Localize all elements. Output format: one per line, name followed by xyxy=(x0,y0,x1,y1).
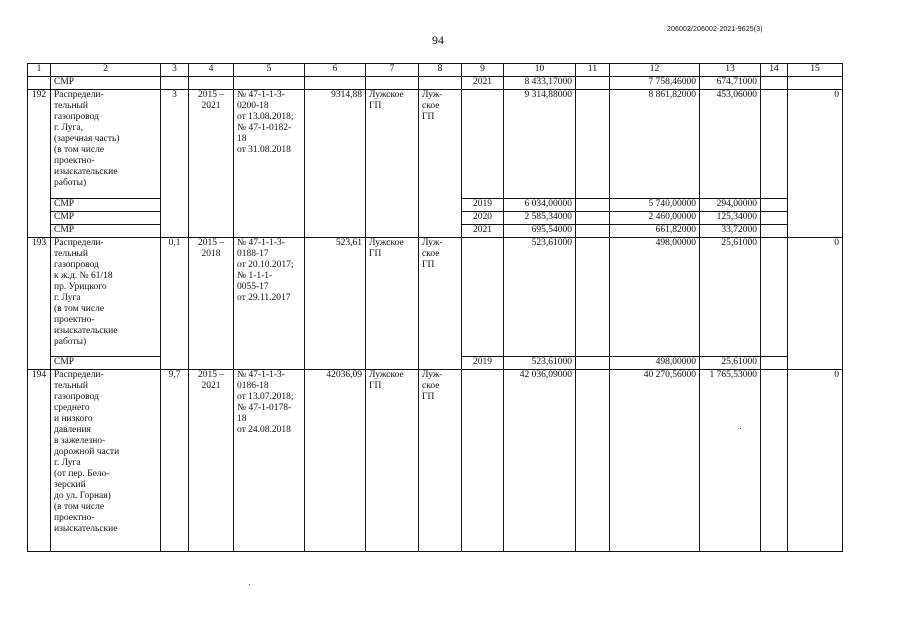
row-name: СМР xyxy=(51,77,161,90)
district-cell: Луж- ское ГП xyxy=(419,90,462,238)
cost-cell: 523,61 xyxy=(305,238,366,370)
period-cell: 2015 – 2021 xyxy=(189,90,234,238)
year-cell: 2019 xyxy=(462,357,504,370)
value-cell: 2 585,34000 xyxy=(504,212,576,225)
value-cell: 674,71000 xyxy=(700,77,761,90)
value-cell: 42 036,09000 xyxy=(504,370,576,552)
table-row xyxy=(28,77,843,90)
col-header: 4 xyxy=(189,64,234,77)
row-name: СМР xyxy=(51,225,161,238)
value-cell: 33,72000 xyxy=(700,225,761,238)
col-header: 3 xyxy=(161,64,189,77)
col-header: 15 xyxy=(788,64,843,77)
value-cell: 25,61000 xyxy=(700,238,761,357)
owner-cell: Лужское ГП xyxy=(366,370,419,552)
scan-speck xyxy=(740,428,741,429)
row-name: СМР xyxy=(51,199,161,212)
cost-cell: 42036,09 xyxy=(305,370,366,552)
value-cell: 2 460,00000 xyxy=(610,212,700,225)
investment-table xyxy=(27,63,843,552)
value-cell: 25,61000 xyxy=(700,357,761,370)
value-cell: 7 758,46000 xyxy=(610,77,700,90)
row-number: 193 xyxy=(28,238,51,370)
owner-cell: Лужское ГП xyxy=(366,90,419,238)
value-cell: 523,61000 xyxy=(504,357,576,370)
value-cell: 125,34000 xyxy=(700,212,761,225)
value-cell: 498,00000 xyxy=(610,238,700,357)
col-header: 10 xyxy=(504,64,576,77)
document-code: 206002/206002-2021-9625(3) xyxy=(667,26,763,33)
scan-speck xyxy=(249,584,250,585)
value-cell: 695,54000 xyxy=(504,225,576,238)
col-header: 11 xyxy=(576,64,610,77)
period-cell: 2015 – 2018 xyxy=(189,238,234,370)
value-cell: 661,82000 xyxy=(610,225,700,238)
period-cell: 2015 – 2021 xyxy=(189,370,234,552)
col-header: 2 xyxy=(51,64,161,77)
length-cell: 0,1 xyxy=(161,238,189,370)
permits-cell: № 47-1-1-3- 0186-18 от 13.07.2018; № 47-1-0178- 18 от 24.08.2018 xyxy=(234,370,305,552)
col-header: 7 xyxy=(366,64,419,77)
year-cell: 2021 xyxy=(462,77,504,90)
value-cell: 5 740,00000 xyxy=(610,199,700,212)
district-cell: Луж- ское ГП xyxy=(419,238,462,370)
value-cell: 8 433,17000 xyxy=(504,77,576,90)
col-header: 14 xyxy=(761,64,788,77)
value-cell: 0 xyxy=(788,370,843,552)
value-cell: 6 034,00000 xyxy=(504,199,576,212)
col-header: 9 xyxy=(462,64,504,77)
value-cell: 294,00000 xyxy=(700,199,761,212)
col-header: 6 xyxy=(305,64,366,77)
row-name: СМР xyxy=(51,357,161,370)
header-row xyxy=(28,64,843,77)
row-number: 194 xyxy=(28,370,51,552)
year-cell: 2021 xyxy=(462,225,504,238)
value-cell: 8 861,82000 xyxy=(610,90,700,199)
col-header: 13 xyxy=(700,64,761,77)
value-cell: 0 xyxy=(788,238,843,370)
length-cell: 3 xyxy=(161,90,189,238)
row-number: 192 xyxy=(28,90,51,238)
col-header: 5 xyxy=(234,64,305,77)
permits-cell: № 47-1-1-3- 0188-17 от 20.10.2017; № 1-1-1- 0055-17 от 29.11.2017 xyxy=(234,238,305,370)
length-cell: 9,7 xyxy=(161,370,189,552)
cost-cell: 9314,88 xyxy=(305,90,366,238)
row-name: СМР xyxy=(51,212,161,225)
value-cell: 523,61000 xyxy=(504,238,576,357)
table-row xyxy=(28,90,843,199)
value-cell: 498,00000 xyxy=(610,357,700,370)
object-name: Распредели- тельный газопровод г. Луга, (заречная часть) (в том числе проектно- изыскательские работы) xyxy=(51,90,161,199)
object-name: Распредели- тельный газопровод среднего и низкого давления в зажелезно- дорожной части г. Луга (от пер. Бело- зерский до ул. Горная) (в том числе проектно- изыскательские xyxy=(51,370,161,552)
value-cell: 1 765,53000 xyxy=(700,370,761,552)
value-cell: 40 270,56000 xyxy=(610,370,700,552)
district-cell: Луж- ское ГП xyxy=(419,370,462,552)
col-header: 1 xyxy=(28,64,51,77)
page-number: 94 xyxy=(432,33,444,47)
col-header: 8 xyxy=(419,64,462,77)
owner-cell: Лужское ГП xyxy=(366,238,419,370)
table-row xyxy=(28,238,843,357)
col-header: 12 xyxy=(610,64,700,77)
value-cell: 9 314,88000 xyxy=(504,90,576,199)
object-name: Распредели- тельный газопровод к ж.д. № 61/18 пр. Урицкого г. Луга (в том числе проектно- изыскательские работы) xyxy=(51,238,161,357)
year-cell: 2019 xyxy=(462,199,504,212)
value-cell: 0 xyxy=(788,90,843,238)
table-row xyxy=(28,370,843,552)
year-cell: 2020 xyxy=(462,212,504,225)
value-cell: 453,06000 xyxy=(700,90,761,199)
permits-cell: № 47-1-1-3- 0200-18 от 13.08.2018; № 47-1-0182- 18 от 31.08.2018 xyxy=(234,90,305,238)
